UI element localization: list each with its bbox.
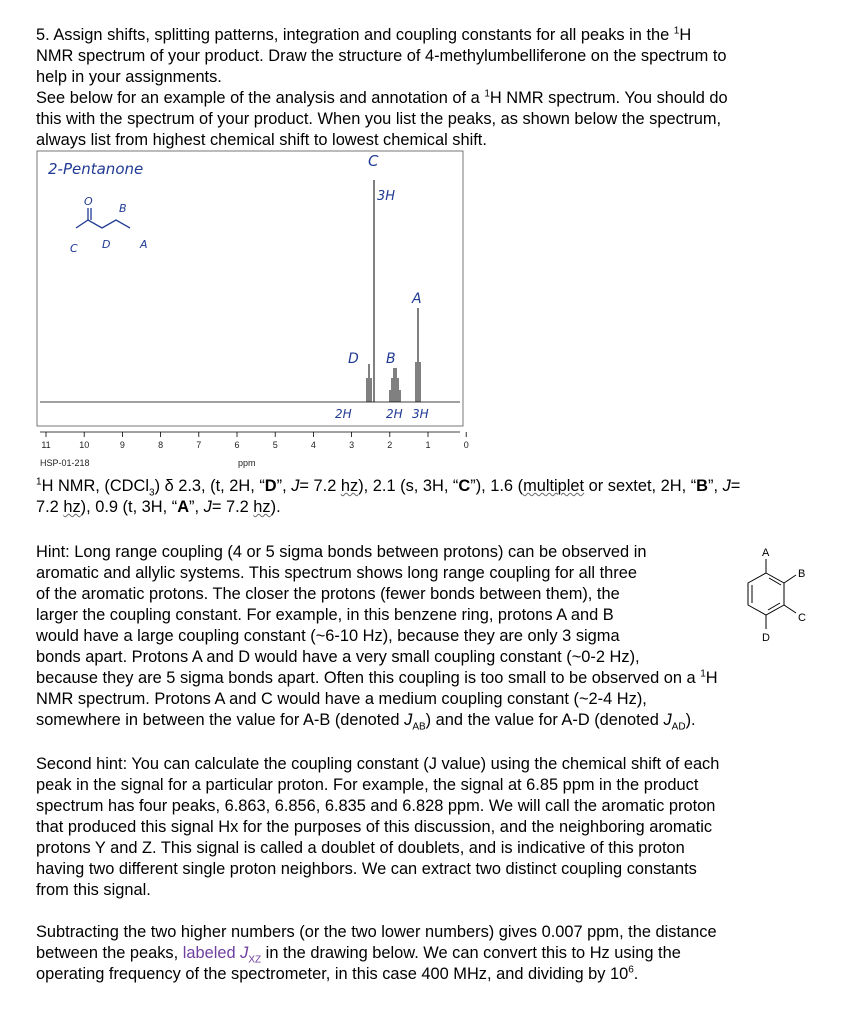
structure-label-d: D — [102, 238, 111, 251]
benzene-label-c: C — [798, 612, 806, 624]
hint2-line-4: that produced this signal Hx for the purposes of this discussion, and the neighboring aromatic — [36, 818, 713, 836]
peak-label-d: D — [348, 351, 359, 367]
q5-line-4: See below for an example of the analysis and annotation of a $^1$H NMR spectrum. You should do — [36, 88, 728, 107]
question-5-text — [36, 25, 728, 151]
benzene-label-a: A — [762, 547, 770, 559]
axis-tick-label: 5 — [272, 440, 278, 450]
hint1-line-9: somewhere in between the value for A-B (denoted $J_{AB}$) and the value for A-D (denoted $J_{AD}$). — [36, 711, 696, 733]
benzene-ring-diagram — [718, 545, 828, 645]
q5-line-5: this with the spectrum of your product. When you list the peaks, as shown below the spectrum, — [36, 110, 722, 128]
hint1-line-8: NMR spectrum. Protons A and C would have a medium coupling constant (~2-4 Hz), — [36, 690, 647, 708]
benzene-label-d: D — [762, 632, 770, 644]
integration-label-3h: 3H — [377, 189, 396, 204]
hint2-line-7: from this signal. — [36, 881, 151, 899]
axis-ticks — [41, 432, 468, 450]
axis-tick-label: 8 — [158, 440, 164, 450]
hint1-line-3: of the aromatic protons. The closer the protons (fewer bonds between them), the — [36, 585, 620, 603]
structure-label-o: O — [84, 195, 93, 208]
q5-line-3: help in your assignments. — [36, 68, 222, 86]
hint-long-range-coupling — [36, 542, 718, 731]
integration-2h-d: 2H — [335, 407, 352, 421]
axis-unit-label: ppm — [238, 458, 256, 468]
compound-name: 2-Pentanone — [48, 160, 144, 178]
hint2-line-2: peak in the signal for a particular proton. For example, the signal at 6.85 ppm in the product — [36, 776, 699, 794]
benzene-ring — [748, 559, 796, 629]
peak-label-b: B — [386, 351, 396, 367]
final-line-3: operating frequency of the spectrometer, in this case 400 MHz, and dividing by $10^6$. — [36, 964, 639, 983]
peak-label-c: C — [368, 152, 379, 170]
axis-tick-label: 9 — [119, 440, 125, 450]
final-line-2: between the peaks, labeled $J_{XZ}$ in the drawing below. We can convert this to Hz using the — [36, 944, 681, 966]
structure-label-a: A — [140, 238, 148, 251]
axis-tick-label: 1 — [425, 440, 431, 450]
axis-tick-label: 4 — [310, 440, 316, 450]
final-line-1: Subtracting the two higher numbers (or the two lower numbers) gives 0.007 ppm, the distance — [36, 923, 717, 941]
peak-a-triplet — [416, 308, 420, 402]
hint2-line-1: Second hint: You can calculate the coupling constant (J value) using the chemical shift of each — [36, 755, 720, 773]
peak-label-a: A — [412, 291, 422, 307]
nmr-data-line — [36, 476, 740, 518]
structure-label-c: C — [70, 242, 78, 255]
integration-2h-b: 2H — [386, 407, 403, 421]
hint1-line-5: would have a large coupling constant (~6-10 Hz), because they are only 3 sigma — [36, 627, 620, 645]
hint1-line-2: aromatic and allylic systems. This spectrum shows long range coupling for all three — [36, 564, 637, 582]
axis-tick-label: 10 — [79, 440, 90, 450]
hint2-line-6: having two different single proton neighbors. We can extract two distinct coupling constants — [36, 860, 697, 878]
benzene-label-b: B — [798, 568, 806, 580]
peak-b-sextet — [390, 368, 400, 402]
hint1-line-7: because they are 5 sigma bonds apart. Often this coupling is too small to be observed on a $^1$H — [36, 668, 718, 687]
hint1-line-1: Hint: Long range coupling (4 or 5 sigma bonds between protons) can be observed in — [36, 543, 647, 561]
hint-coupling-constant-calculation — [36, 754, 719, 901]
final-paragraph — [36, 922, 717, 985]
hint2-line-5: protons Y and Z. This signal is called a doublet of doublets, and is indicative of this proton — [36, 839, 685, 857]
axis-tick-label: 6 — [234, 440, 240, 450]
axis-tick-label: 3 — [349, 440, 355, 450]
axis-tick-label: 7 — [196, 440, 202, 450]
integration-3h-a: 3H — [412, 407, 429, 421]
q5-line-6: always list from highest chemical shift to lowest chemical shift. — [36, 131, 487, 149]
axis-tick-label: 0 — [463, 440, 469, 450]
hint2-line-3: spectrum has four peaks, 6.863, 6.856, 6.835 and 6.828 ppm. We will call the aromatic proton — [36, 797, 716, 815]
hint1-line-4: larger the coupling constant. For example, in this benzene ring, protons A and B — [36, 606, 614, 624]
nmr-data-line-1: $^1$H NMR, (CDCl$_3$) δ 2.3, (t, 2H, “D”, J= 7.2 hz), 2.1 (s, 3H, “C”), 1.6 (multiplet or sextet, 2H, “B”, J= — [36, 476, 741, 499]
axis-tick-label: 11 — [41, 440, 51, 450]
nmr-data-line-2: 7.2 hz), 0.9 (t, 3H, “A”, J= 7.2 hz). — [36, 498, 281, 516]
spectrum-frame — [37, 151, 463, 426]
spectrum-id: HSP-01-218 — [40, 458, 90, 468]
nmr-spectrum — [36, 150, 469, 472]
q5-line-2: NMR spectrum of your product. Draw the structure of 4-methylumbelliferone on the spectrum to — [36, 47, 727, 65]
q5-line-1: 5. Assign shifts, splitting patterns, integration and coupling constants for all peaks in the $^1$H — [36, 25, 692, 44]
peak-d-triplet — [367, 364, 371, 402]
axis-tick-label: 2 — [387, 440, 393, 450]
structure-label-b: B — [119, 202, 127, 215]
hint1-line-6: bonds apart. Protons A and D would have a very small coupling constant (~0-2 Hz), — [36, 648, 640, 666]
